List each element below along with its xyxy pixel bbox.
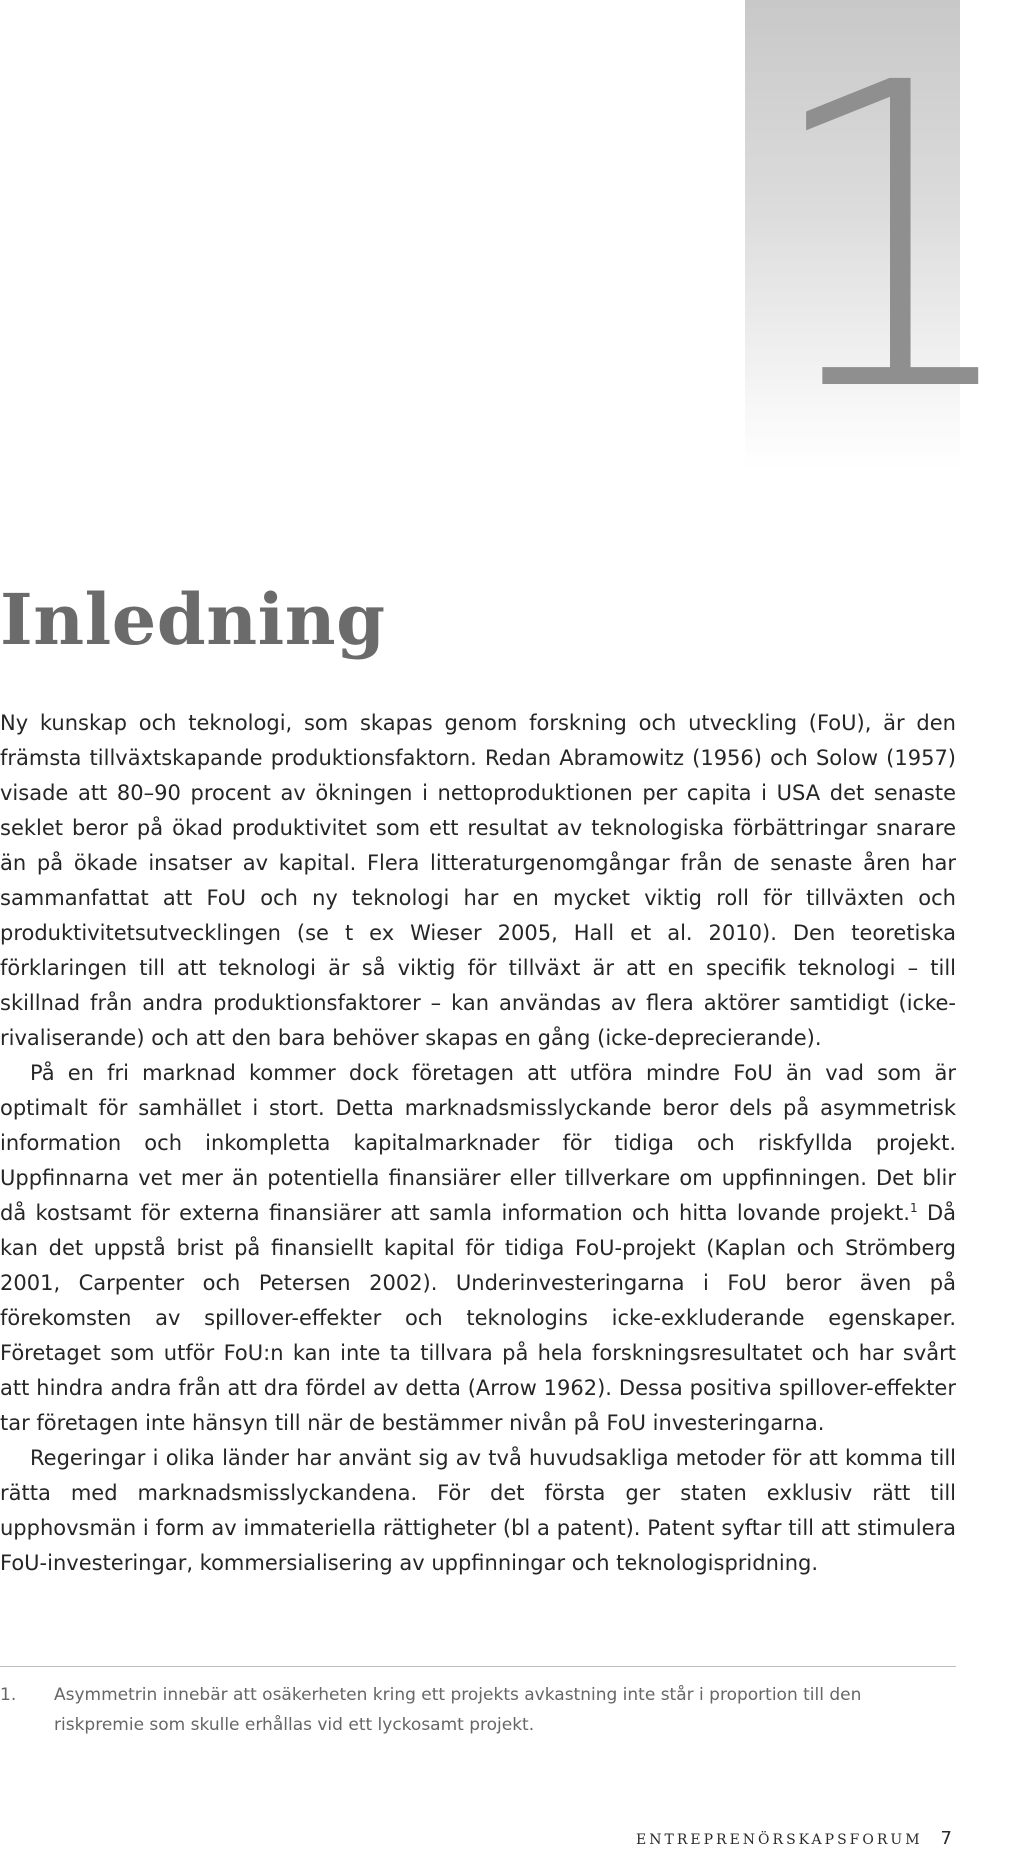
page-title: Inledning bbox=[0, 578, 386, 661]
footnote-text: Asymmetrin innebär att osäkerheten kring ett projekts avkastning inte står i proportion till den riskpremie som skulle erhållas vid ett lyckosamt projekt. bbox=[54, 1685, 862, 1735]
page-footer bbox=[636, 1828, 952, 1854]
paragraph-2 bbox=[0, 1056, 956, 1441]
paragraph-1: Ny kunskap och teknologi, som skapas genom forskning och utveckling (FoU), är den främsta tillväxtskapande produktionsfaktorn. Redan Abramowitz (1956) och Solow (1957) visade att 80–90 procent av ökningen i nettoproduktionen per capita i USA det senaste seklet beror på ökad produktivitet som ett resultat av teknologiska förbättringar snarare än på ökade insatser av kapital. Flera litteraturgenomgångar från de senaste åren har sammanfattat att FoU och ny teknologi har en mycket viktig roll för tillväxten och produktivitetsutvecklingen (se t ex Wieser 2005, Hall et al. 2010). Den teoretiska förklaringen till att teknologi är så viktig för tillväxt är att en specifik teknologi – till skillnad från andra produktionsfaktorer – kan användas av flera aktörer samtidigt (icke-rivaliserande) och att den bara behöver skapas en gång (icke-deprecierande). bbox=[0, 711, 956, 1050]
body-text bbox=[0, 706, 956, 1581]
paragraph-3: Regeringar i olika länder har använt sig av två huvudsakliga metoder för att komma till rätta med marknadsmisslyckandena. För det första ger staten exklusiv rätt till upphovsmän i form av immateriella rättigheter (bl a patent). Patent syftar till att stimulera FoU-investeringar, kommersialisering av uppfinningar och teknologispridning. bbox=[0, 1446, 956, 1575]
page-number: 7 bbox=[940, 1828, 952, 1849]
footnote-reference[interactable]: 1 bbox=[909, 1201, 918, 1215]
footnote-divider bbox=[0, 1666, 956, 1667]
chapter-number: 1 bbox=[760, 0, 1027, 484]
footnote-number: 1. bbox=[0, 1685, 17, 1705]
footer-brand: ENTREPRENÖRSKAPSFORUM bbox=[636, 1832, 923, 1848]
footnote bbox=[0, 1680, 956, 1740]
paragraph-2-part-a: På en fri marknad kommer dock företagen att utföra mindre FoU än vad som är optimalt för samhället i stort. Detta marknadsmisslyckande beror dels på asymmetrisk information och inkompletta kapitalmarknader för tidiga och riskfyllda projekt. Uppfinnarna vet mer än potentiella finansiärer eller tillverkare om uppfinningen. Det blir då kostsamt för externa finansiärer att samla information och hitta lovande projekt. bbox=[0, 1061, 956, 1225]
paragraph-2-part-b: Då kan det uppstå brist på finansiellt kapital för tidiga FoU-projekt (Kaplan och Strömberg 2001, Carpenter och Petersen 2002). Underinvesteringarna i FoU beror även på förekomsten av spillover-effekter och teknologins icke-exkluderande egenskaper. Företaget som utför FoU:n kan inte ta tillvara på hela forskningsresultatet och har svårt att hindra andra från att dra fördel av detta (Arrow 1962). Dessa positiva spillover-effekter tar företagen inte hänsyn till när de bestämmer nivån på FoU investeringarna. bbox=[0, 1201, 956, 1435]
